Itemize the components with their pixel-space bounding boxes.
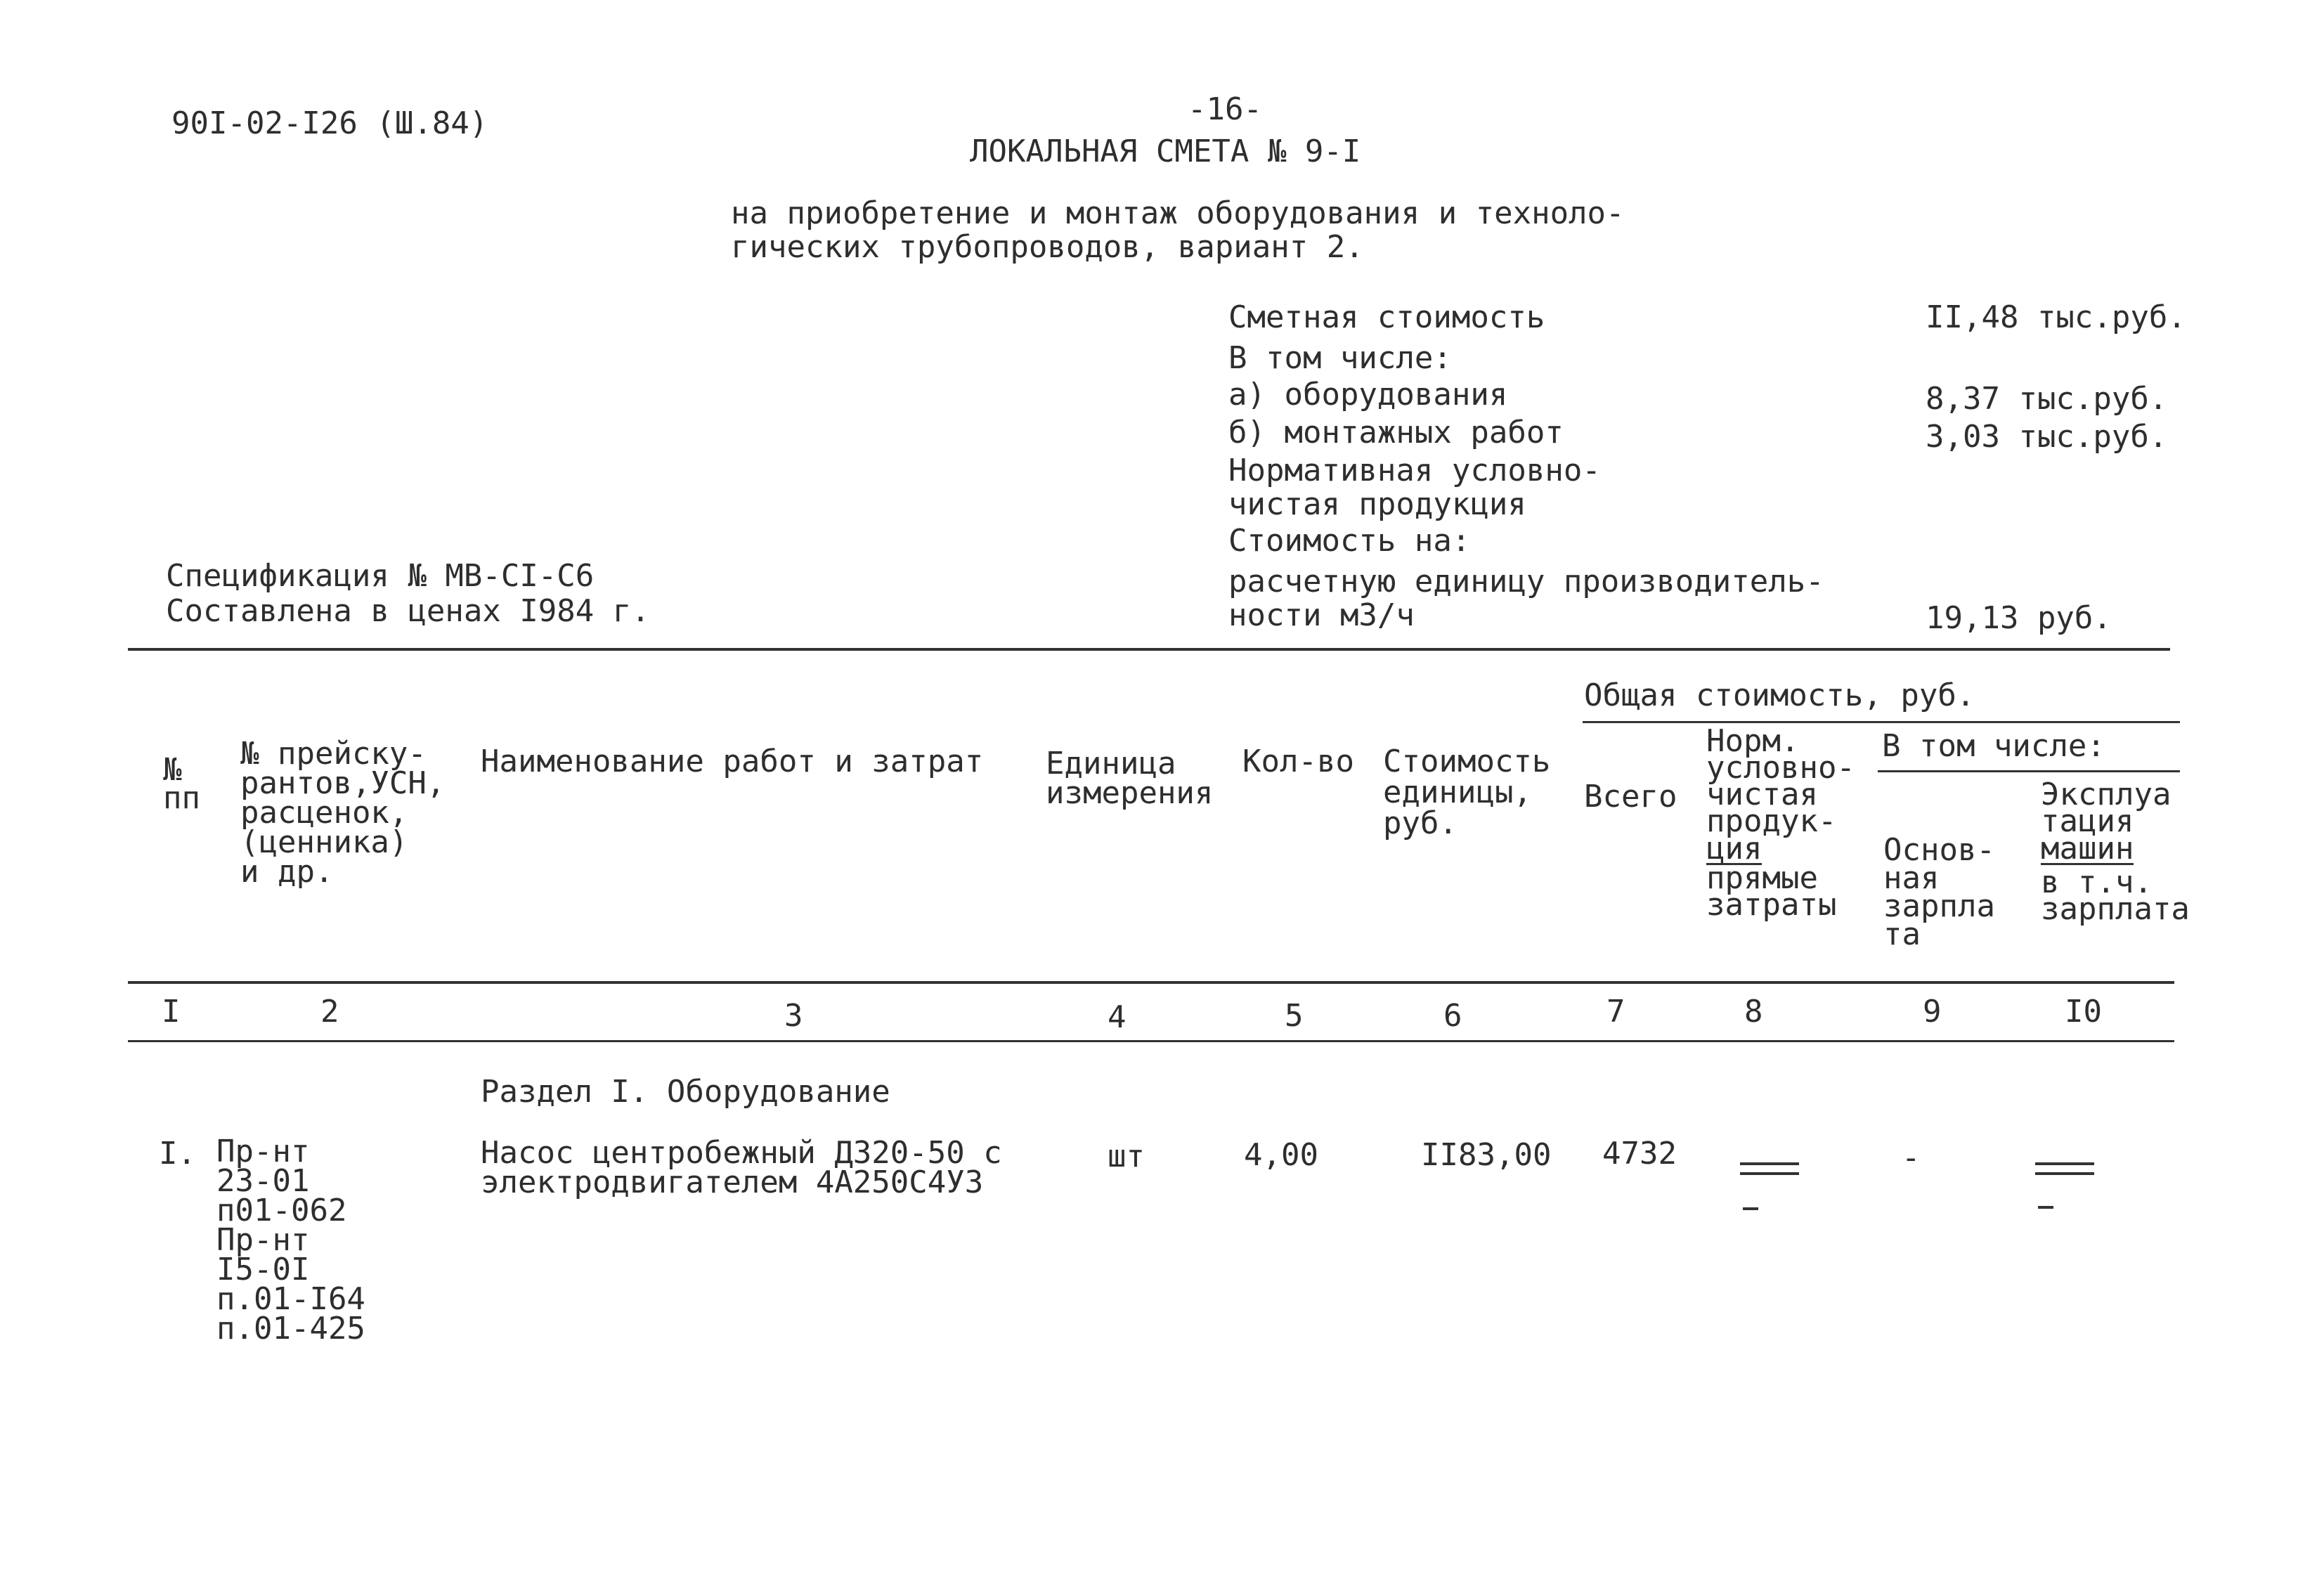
row-refs: Пр-нт 23-01 п01-062 Пр-нт I5-0I п.01-I64 п.01-425	[216, 1134, 365, 1346]
cost-label: Сметная стоимость	[1228, 299, 1545, 335]
document-subtitle: на приобретение и монтаж оборудования и техноло- гических трубопроводов, вариант 2.	[731, 195, 1625, 265]
including-label: В том числе:	[1228, 340, 1452, 376]
col-number-rule	[128, 1040, 2174, 1042]
row-name: Насос центробежный Д320-50 с электродвигателем 4А250С4УЗ	[481, 1135, 1002, 1200]
group-incl-rule	[1878, 770, 2180, 772]
header-normative-underlined: ция	[1706, 831, 1763, 867]
group-total-header: Общая стоимость, руб.	[1584, 677, 1975, 713]
row-c8-dash-top	[1740, 1162, 1799, 1165]
header-machines-underlined: машин	[2041, 831, 2134, 867]
header-bottom-rule	[128, 981, 2174, 984]
header-normative-top: Норм. условно- чистая продук-	[1706, 723, 1855, 839]
group-total-rule	[1583, 721, 2180, 723]
row-c10-dash-top	[2035, 1162, 2094, 1165]
group-incl-header: В том числе:	[1882, 728, 2105, 764]
page-number: -16-	[1188, 91, 1262, 127]
installation-value: 3,03 тыс.руб.	[1926, 419, 2168, 455]
header-machines-bottom: в т.ч. зарплата	[2041, 864, 2190, 927]
equipment-value: 8,37 тыс.руб.	[1926, 381, 2168, 417]
row-c8-dash-top2	[1740, 1172, 1799, 1175]
document-code: 90I-02-I26 (Ш.84)	[171, 105, 488, 141]
header-machines-top: Эксплуа тация	[2041, 777, 2172, 839]
normative-label: Нормативная условно- чистая продукция	[1228, 453, 1601, 522]
header-normative-bottom: прямые затраты	[1706, 860, 1837, 923]
header-machines	[2041, 777, 2190, 927]
col-number-8: 8	[1744, 994, 1763, 1030]
equipment-label: а) оборудования	[1228, 377, 1508, 413]
installation-label: б) монтажных работ	[1228, 415, 1564, 450]
row-c10-dash-top2	[2035, 1172, 2094, 1175]
col-number-6: 6	[1443, 998, 1462, 1034]
col-number-9: 9	[1923, 994, 1942, 1030]
header-qty: Кол-во	[1242, 744, 1354, 779]
prices-year: Составлена в ценах I984 г.	[166, 593, 650, 629]
col-number-5: 5	[1285, 998, 1304, 1034]
header-total: Всего	[1584, 779, 1677, 815]
row-c9-dash: -	[1902, 1140, 1921, 1176]
section-title: Раздел I. Оборудование	[481, 1074, 890, 1110]
cost-value: II,48 тыс.руб.	[1926, 299, 2186, 335]
col-number-2: 2	[320, 994, 339, 1030]
unit-capacity-label: расчетную единицу производитель- ности м3/ч	[1228, 564, 1824, 633]
header-unit: Единица измерения	[1046, 746, 1214, 811]
document-title: ЛОКАЛЬНАЯ СМЕТА № 9-I	[970, 134, 1361, 169]
unit-capacity-value: 19,13 руб.	[1926, 600, 2112, 636]
col-number-10: I0	[2065, 994, 2102, 1030]
row-unit-price: II83,00	[1421, 1137, 1552, 1173]
header-normative	[1706, 723, 1855, 923]
row-number: I.	[159, 1136, 196, 1172]
header-refs: № прейску- рантов,УСН, расценок, (ценника) и др.	[240, 736, 446, 890]
col-number-3: 3	[784, 998, 803, 1034]
unit-cost-label: Стоимость на:	[1228, 523, 1471, 559]
table-top-rule	[128, 648, 2170, 651]
col-number-1: I	[162, 994, 181, 1030]
header-unit-cost: Стоимость единицы, руб.	[1383, 744, 1551, 841]
header-salary: Основ- ная зарпла та	[1883, 832, 1995, 952]
header-num: № пп	[163, 752, 200, 816]
row-total: 4732	[1602, 1136, 1677, 1172]
row-qty: 4,00	[1244, 1137, 1318, 1173]
specification-ref: Спецификация № МВ-СI-С6	[166, 558, 595, 594]
row-c10-dash-bottom	[2038, 1206, 2053, 1209]
col-number-4: 4	[1108, 999, 1127, 1035]
col-number-7: 7	[1606, 994, 1625, 1030]
header-name: Наименование работ и затрат	[481, 744, 984, 779]
row-unit: шт	[1108, 1138, 1145, 1174]
row-c8-dash-bottom	[1743, 1207, 1758, 1210]
